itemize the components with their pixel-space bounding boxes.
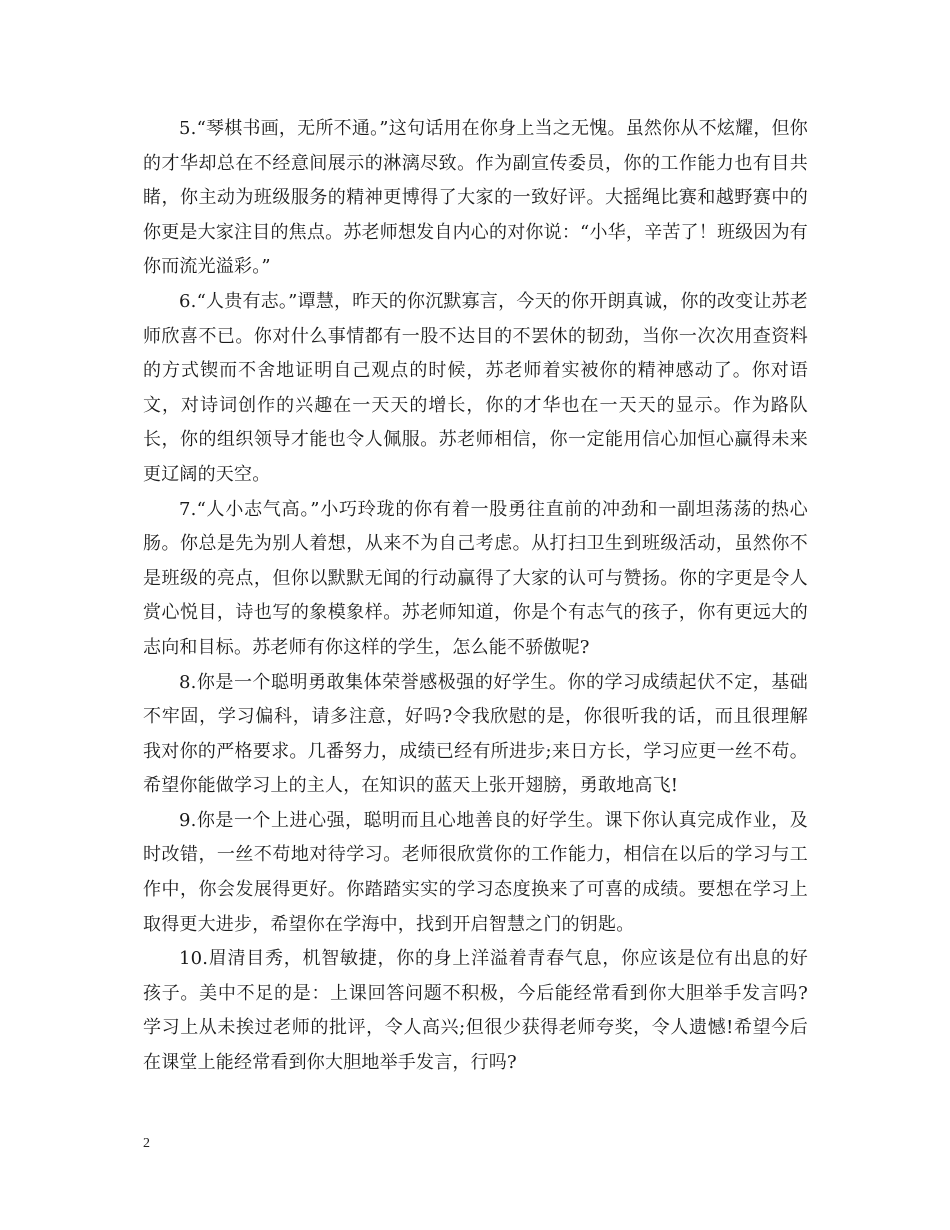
comment-paragraph-7: 7.“人小志气高。”小巧玲珑的你有着一股勇往直前的冲劲和一副坦荡荡的热心肠。你总是先为别人着想，从来不为自己考虑。从打扫卫生到班级活动，虽然你不是班级的亮点，但你以默默无闻的行动赢得了大家的认可与赞扬。你的字更是令人赏心悦目，诗也写的象模象样。苏老师知道，你是个有志气的孩子，你有更远大的志向和目标。苏老师有你这样的学生，怎么能不骄傲呢?: [143, 498, 808, 658]
comment-paragraph-5: 5.“琴棋书画，无所不通。”这句话用在你身上当之无愧。虽然你从不炫耀，但你的才华却总在不经意间展示的淋漓尽致。作为副宣传委员，你的工作能力也有目共睹，你主动为班级服务的精神更博得了大家的一致好评。大摇绳比赛和越野赛中的你更是大家注目的焦点。苏老师想发自内心的对你说：“小华，辛苦了！班级因为有你而流光溢彩。”: [143, 118, 808, 278]
comment-paragraph-6: 6.“人贵有志。”谭慧，昨天的你沉默寡言，今天的你开朗真诚，你的改变让苏老师欣喜不已。你对什么事情都有一股不达目的不罢休的韧劲，当你一次次用查资料的方式锲而不舍地证明自己观点的时候，苏老师着实被你的精神感动了。你对语文，对诗词创作的兴趣在一天天的增长，你的才华也在一天天的显示。作为路队长，你的组织领导才能也令人佩服。苏老师相信，你一定能用信心加恒心赢得未来更辽阔的天空。: [143, 290, 808, 485]
comment-paragraph-10: 10.眉清目秀，机智敏捷，你的身上洋溢着青春气息，你应该是位有出息的好孩子。美中不足的是：上课回答问题不积极，今后能经常看到你大胆举手发言吗?学习上从未挨过老师的批评，令人高兴;但很少获得老师夸奖，令人遗憾!希望今后在课堂上能经常看到你大胆地举手发言，行吗?: [143, 948, 808, 1074]
comment-paragraph-8: 8.你是一个聪明勇敢集体荣誉感极强的好学生。你的学习成绩起伏不定，基础不牢固，学习偏科，请多注意，好吗?令我欣慰的是，你很听我的话，而且很理解我对你的严格要求。几番努力，成绩已经有所进步;来日方长，学习应更一丝不苟。希望你能做学习上的主人，在知识的蓝天上张开翅膀，勇敢地高飞!: [143, 671, 808, 797]
document-body: [143, 112, 808, 1081]
page-number: 2: [143, 1136, 150, 1151]
comment-paragraph-9: 9.你是一个上进心强，聪明而且心地善良的好学生。课下你认真完成作业，及时改错，一丝不苟地对待学习。老师很欣赏你的工作能力，相信在以后的学习与工作中，你会发展得更好。你踏踏实实的学习态度换来了可喜的成绩。要想在学习上取得更大进步，希望你在学海中，找到开启智慧之门的钥匙。: [143, 809, 808, 935]
